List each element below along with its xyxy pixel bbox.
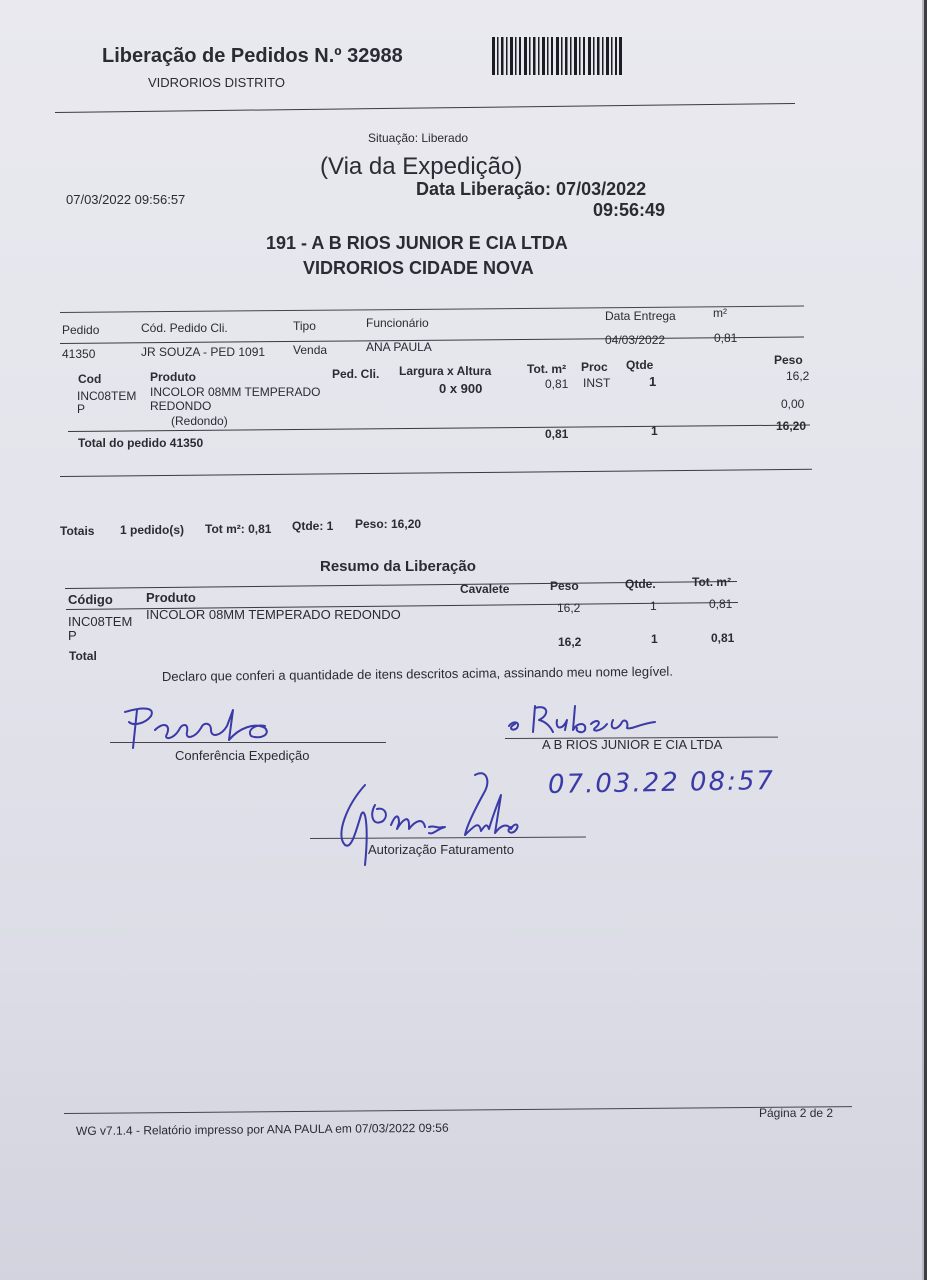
summary-col-tot-m2: Tot. m² — [692, 575, 732, 589]
conferencia-signature — [115, 700, 305, 752]
divider — [60, 337, 804, 344]
divider — [60, 469, 812, 477]
col-cod-cli: Cód. Pedido Cli. — [141, 321, 228, 335]
item-proc: INST — [583, 376, 611, 390]
client-signature — [505, 700, 665, 740]
order-total-label: Total do pedido 41350 — [78, 436, 204, 450]
status-text: Situação: Liberado — [368, 131, 469, 145]
summary-row-cod-line1: INC08TEM — [68, 614, 133, 629]
order-data-entrega: 04/03/2022 — [605, 333, 666, 347]
summary-col-peso: Peso — [550, 579, 579, 593]
totals-label: Totais — [60, 524, 95, 538]
order-total-qtde: 1 — [651, 424, 658, 438]
item-produto-line1: INCOLOR 08MM TEMPERADO — [150, 385, 321, 399]
summary-row-tot-m2: 0,81 — [709, 597, 733, 611]
col-data-entrega: Data Entrega — [605, 309, 676, 323]
item-cod-line2: P — [77, 402, 86, 416]
col-funcionario: Funcionário — [366, 316, 429, 330]
item-tot-m2: 0,81 — [545, 377, 569, 391]
release-date: Data Liberação: 07/03/2022 — [416, 179, 647, 199]
col-m2: m² — [713, 306, 727, 320]
divider — [60, 306, 804, 313]
col-tipo: Tipo — [293, 319, 316, 333]
item-col-dimensions: Largura x Altura — [399, 364, 492, 378]
item-col-qtde: Qtde — [626, 358, 654, 372]
summary-col-produto: Produto — [146, 590, 196, 605]
client-store: VIDRORIOS CIDADE NOVA — [303, 258, 534, 278]
barcode-image — [492, 37, 622, 75]
col-pedido: Pedido — [62, 323, 100, 337]
summary-col-codigo: Código — [68, 592, 113, 607]
totals-pedidos: 1 pedido(s) — [120, 523, 185, 537]
item-col-produto: Produto — [150, 370, 196, 384]
order-tipo: Venda — [293, 343, 328, 357]
footer-report: WG v7.1.4 - Relatório impresso por ANA PAULA em 07/03/2022 09:56 — [75, 1120, 449, 1138]
divider — [55, 103, 795, 113]
order-pedido: 41350 — [62, 347, 96, 361]
order-funcionario: ANA PAULA — [366, 340, 432, 354]
summary-row-qtde: 1 — [650, 599, 657, 613]
item-col-ped-cli: Ped. Cli. — [332, 367, 380, 381]
copy-title: (Via da Expedição) — [320, 153, 523, 180]
item-col-cod: Cod — [78, 372, 102, 386]
print-datetime: 07/03/2022 09:56:57 — [66, 192, 186, 207]
declaration-text: Declaro que conferi a quantidade de itens descritos acima, assinando meu nome legível. — [161, 663, 673, 684]
item-qtde: 1 — [649, 374, 657, 389]
summary-total-peso: 16,2 — [558, 635, 582, 649]
order-total-m2: 0,81 — [545, 427, 569, 441]
handwritten-date: 07.03.22 08:57 — [547, 766, 776, 800]
summary-total-label: Total — [69, 649, 97, 663]
autorizacao-signature — [325, 765, 545, 875]
summary-total-qtde: 1 — [651, 632, 658, 646]
item-produto-line2: REDONDO — [150, 399, 212, 413]
item-peso-extra: 0,00 — [781, 397, 805, 411]
item-cod-line1: INC08TEM — [77, 389, 137, 403]
company-name: VIDRORIOS DISTRITO — [148, 75, 285, 90]
item-peso: 16,2 — [786, 369, 810, 383]
totals-peso: Peso: 16,20 — [355, 517, 422, 531]
order-m2: 0,81 — [714, 331, 738, 345]
conferencia-label: Conferência Expedição — [175, 748, 310, 763]
summary-col-cavalete: Cavalete — [460, 582, 510, 596]
footer-divider — [64, 1106, 852, 1114]
footer-page-number: Página 2 de 2 — [759, 1106, 834, 1120]
release-time: 09:56:49 — [593, 200, 666, 220]
totals-qtde: Qtde: 1 — [292, 519, 334, 533]
summary-col-qtde: Qtde. — [625, 577, 656, 591]
item-col-peso: Peso — [774, 353, 803, 367]
autorizacao-label: Autorização Faturamento — [368, 842, 514, 857]
item-col-proc: Proc — [581, 360, 608, 374]
order-total-peso: 16,20 — [776, 419, 807, 433]
item-dimensions: 0 x 900 — [439, 381, 483, 396]
summary-row-cod-line2: P — [68, 628, 77, 643]
document-title: Liberação de Pedidos N.º 32988 — [102, 45, 403, 67]
client-name: 191 - A B RIOS JUNIOR E CIA LTDA — [266, 233, 568, 253]
order-cod-cli: JR SOUZA - PED 1091 — [141, 345, 266, 359]
summary-row-peso: 16,2 — [557, 601, 581, 615]
totals-m2: Tot m²: 0,81 — [205, 522, 272, 536]
summary-title: Resumo da Liberação — [320, 558, 476, 575]
summary-row-produto: INCOLOR 08MM TEMPERADO REDONDO — [146, 607, 401, 622]
item-col-tot-m2: Tot. m² — [527, 362, 567, 376]
summary-total-tot-m2: 0,81 — [711, 631, 735, 645]
item-produto-note: (Redondo) — [171, 414, 228, 428]
client-signature-label: A B RIOS JUNIOR E CIA LTDA — [542, 737, 723, 752]
